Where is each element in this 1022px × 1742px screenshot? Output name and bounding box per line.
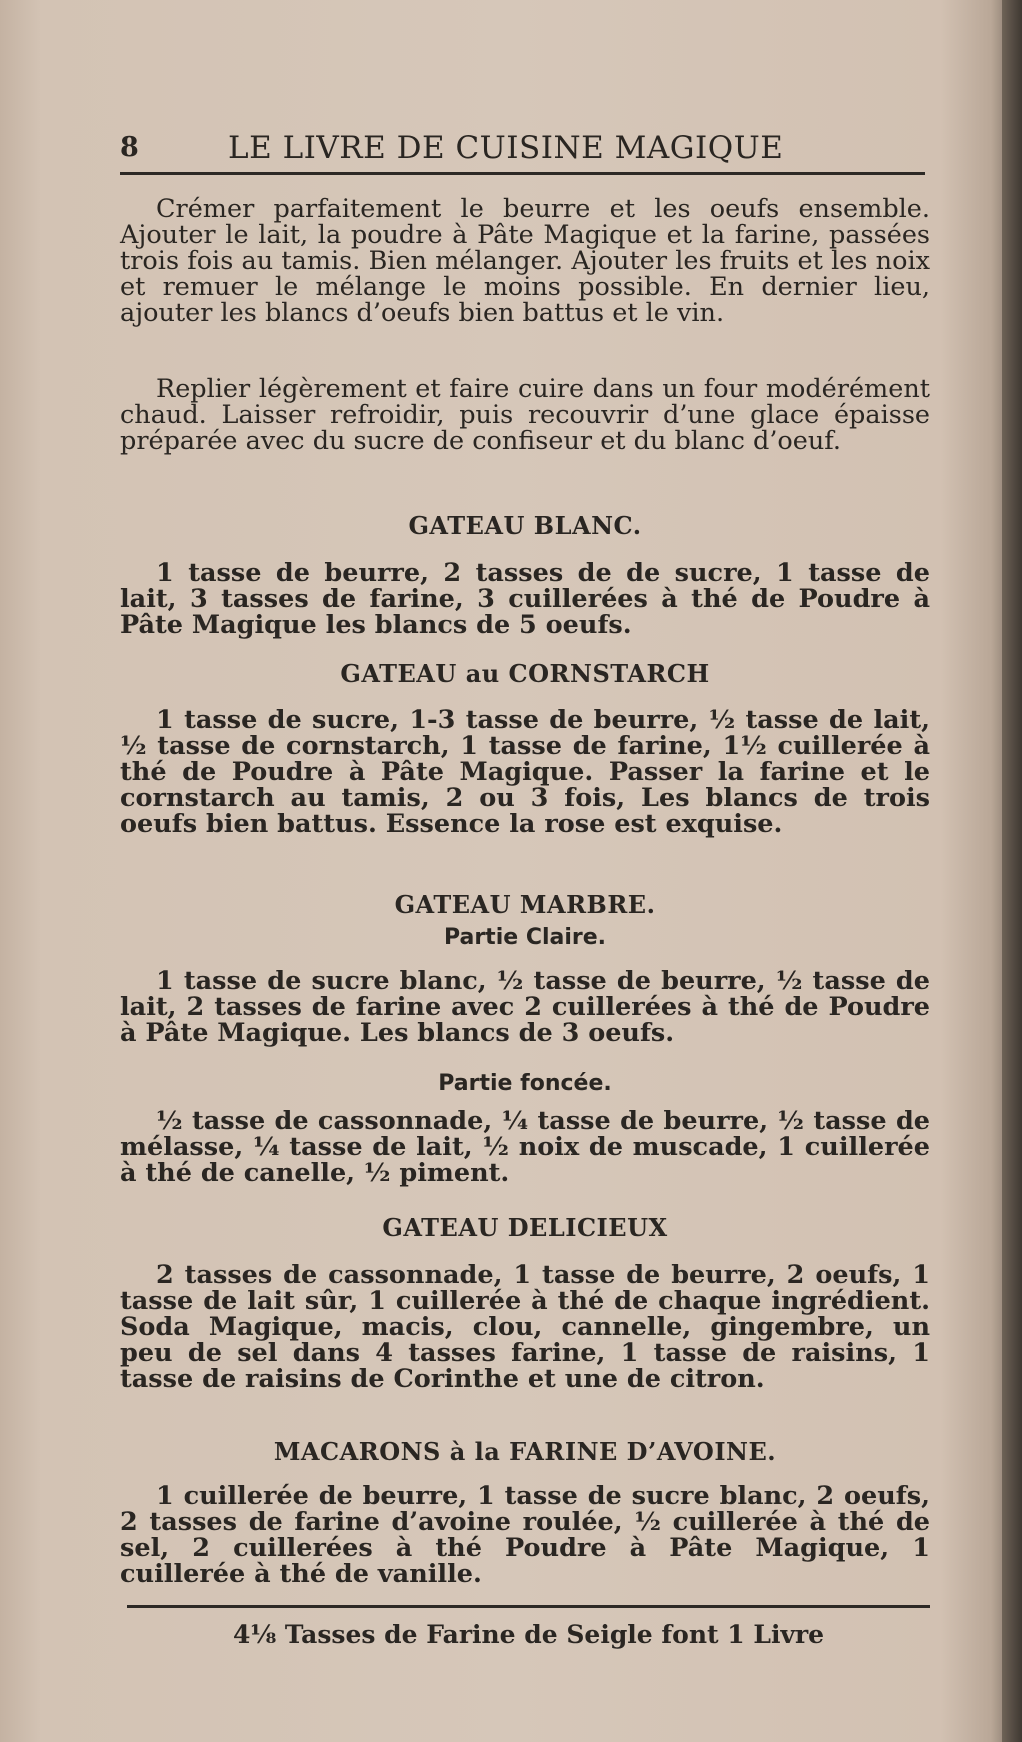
recipe-text-partie-foncee: ½ tasse de cassonnade, ¼ tasse de beurre, ½ tasse de mélasse, ¼ tasse de lait, ½ noix de muscade, 1 cuillerée à thé de canelle, ½ piment. <box>120 1106 930 1188</box>
recipe-title-macarons: MACARONS à la FARINE D’AVOINE. <box>273 1437 777 1466</box>
recipe-text-macarons: 1 cuillerée de beurre, 1 tasse de sucre blanc, 2 oeufs, 2 tasses de farine d’avoine roulée, ½ cuillerée à thé de sel, 2 cuillerées à thé Poudre à Pâte Magique, 1 cuillerée à thé de vanille. <box>120 1481 930 1589</box>
recipe-text-gateau-cornstarch: 1 tasse de sucre, 1-3 tasse de beurre, ½ tasse de lait, ½ tasse de cornstarch, 1 tasse de farine, 1½ cuillerée à thé de Poudre à Pâte Magique. Passer la farine et le cornstarch au tamis, 2 ou 3 fois, Les blancs de trois oeufs bien battus. Essence la rose est exquise. <box>120 705 930 839</box>
intro-paragraph-1: Crémer parfaitement le beurre et les oeufs ensemble. Ajouter le lait, la poudre à Pâte Magique et la farine, passées trois fois au tamis. Bien mélanger. Ajouter les fruits et les noix et remuer le mélange le moins possible. En dernier lieu, ajouter les blancs d’oeufs bien battus et le vin. <box>120 194 930 328</box>
recipe-text-partie-claire: 1 tasse de sucre blanc, ½ tasse de beurre, ½ tasse de lait, 2 tasses de farine avec 2 cuillerées à thé de Poudre à Pâte Magique. Les blancs de 3 oeufs. <box>120 966 930 1048</box>
footer-rule <box>127 1605 930 1608</box>
subheading-partie-foncee: Partie foncée. <box>438 1071 612 1096</box>
recipe-text-gateau-blanc: 1 tasse de beurre, 2 tasses de de sucre, 1 tasse de lait, 3 tasses de farine, 3 cuillerées à thé de Poudre à Pâte Magique les blancs de 5 oeufs. <box>120 558 930 640</box>
subheading-partie-claire: Partie Claire. <box>443 925 607 950</box>
intro-paragraph-2: Replier légèrement et faire cuire dans un four modérément chaud. Laisser refroidir, puis recouvrir d’une glace épaisse préparée avec du sucre de confiseur et du blanc d’oeuf. <box>120 374 930 456</box>
recipe-title-gateau-blanc: GATEAU BLANC. <box>408 511 642 540</box>
running-title: LE LIVRE DE CUISINE MAGIQUE <box>228 130 784 166</box>
footer-note: 4⅛ Tasses de Farine de Seigle font 1 Livre <box>232 1620 825 1649</box>
book-spine-shadow <box>1002 0 1022 1742</box>
page-number: 8 <box>120 132 139 163</box>
recipe-title-gateau-cornstarch: GATEAU au CORNSTARCH <box>340 659 710 688</box>
recipe-text-gateau-delicieux: 2 tasses de cassonnade, 1 tasse de beurre, 2 oeufs, 1 tasse de lait sûr, 1 cuillerée à thé de chaque ingrédient. Soda Magique, macis, clou, cannelle, gingembre, un peu de sel dans 4 tasses farine, 1 tasse de raisins, 1 tasse de raisins de Corinthe et une de citron. <box>120 1260 930 1394</box>
recipe-title-gateau-delicieux: GATEAU DELICIEUX <box>382 1213 668 1242</box>
recipe-title-gateau-marbre: GATEAU MARBRE. <box>394 890 656 919</box>
page-header <box>120 128 925 175</box>
